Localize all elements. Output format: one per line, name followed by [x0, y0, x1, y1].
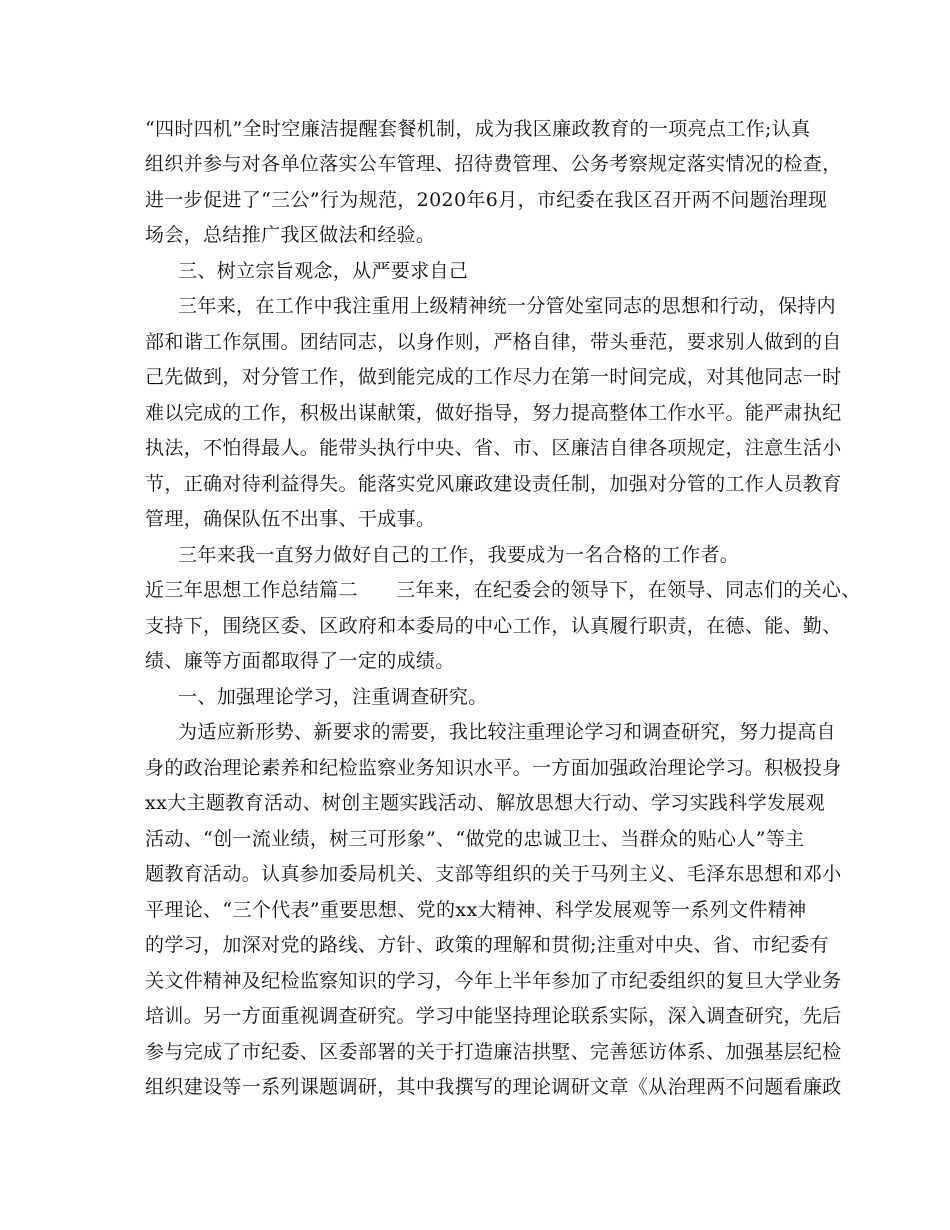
text-line: 身的政治理论素养和纪检监察业务知识水平。一方面加强政治理论学习。积极投身 [145, 757, 842, 779]
article-title-line: 近三年思想工作总结篇二 三年来，在纪委会的领导下，在领导、同志们的关心、 [145, 579, 861, 601]
text-line: 组织建设等一系列课题调研，其中我撰写的理论调研文章《从治理两不问题看廉政 [145, 1076, 842, 1098]
text-line: 参与完成了市纪委、区委部署的关于打造廉洁拱墅、完善惩访体系、加强基层纪检 [145, 1041, 842, 1063]
text-line: xx大主题教育活动、树创主题实践活动、解放思想大行动、学习实践科学发展观 [145, 792, 826, 814]
text-line: 难以完成的工作，积极出谋献策，做好指导，努力提高整体工作水平。能严肃执纪 [145, 402, 842, 424]
text-line: 执法，不怕得最人。能带头执行中央、省、市、区廉洁自律各项规定，注意生活小 [145, 437, 842, 459]
text-line: 三年来我一直努力做好自己的工作，我要成为一名合格的工作者。 [178, 544, 740, 566]
text-line: 支持下，围绕区委、区政府和本委局的中心工作，认真履行职责，在德、能、勤、 [145, 615, 842, 637]
text-line: 场会，总结推广我区做法和经验。 [145, 224, 436, 246]
text-line: 为适应新形势、新要求的需要，我比较注重理论学习和调查研究，努力提高自 [178, 721, 836, 743]
text-line: “四时四机”全时空廉洁提醒套餐机制，成为我区廉政教育的一项亮点工作;认真 [145, 118, 811, 140]
text-line: 部和谐工作氛围。团结同志，以身作则，严格自律，带头垂范，要求别人做到的自 [145, 331, 842, 353]
text-line: 节，正确对待利益得失。能落实党风廉政建设责任制，加强对分管的工作人员教育 [145, 473, 842, 495]
text-line: 绩、廉等方面都取得了一定的成绩。 [145, 650, 455, 672]
text-line: 题教育活动。认真参加委局机关、支部等组织的关于马列主义、毛泽东思想和邓小 [145, 863, 842, 885]
text-line: 关文件精神及纪检监察知识的学习，今年上半年参加了市纪委组织的复旦大学业务 [145, 970, 842, 992]
text-line: 进一步促进了“三公”行为规范，2020年6月，市纪委在我区召开两不问题治理现 [145, 189, 828, 211]
section-heading: 三、树立宗旨观念，从严要求自己 [178, 260, 469, 282]
text-line: 管理，确保队伍不出事、干成事。 [145, 508, 436, 530]
text-line: 活动、“创一流业绩，树三可形象”、“做党的忠诚卫士、当群众的贴心人”等主 [145, 828, 805, 850]
text-line: 培训。另一方面重视调查研究。学习中能坚持理论联系实际，深入调查研究，先后 [145, 1005, 842, 1027]
text-line: 平理论、“三个代表”重要思想、党的xx大精神、科学发展观等一系列文件精神 [145, 899, 807, 921]
text-line: 组织并参与对各单位落实公车管理、招待费管理、公务考察规定落实情况的检查， [145, 153, 842, 175]
text-line: 的学习，加深对党的路线、方针、政策的理解和贯彻;注重对中央、省、市纪委有 [145, 934, 830, 956]
section-heading: 一、加强理论学习，注重调查研究。 [178, 686, 488, 708]
text-line: 三年来，在工作中我注重用上级精神统一分管处室同志的思想和行动，保持内 [178, 295, 836, 317]
text-line: 己先做到，对分管工作，做到能完成的工作尽力在第一时间完成，对其他同志一时 [145, 366, 842, 388]
